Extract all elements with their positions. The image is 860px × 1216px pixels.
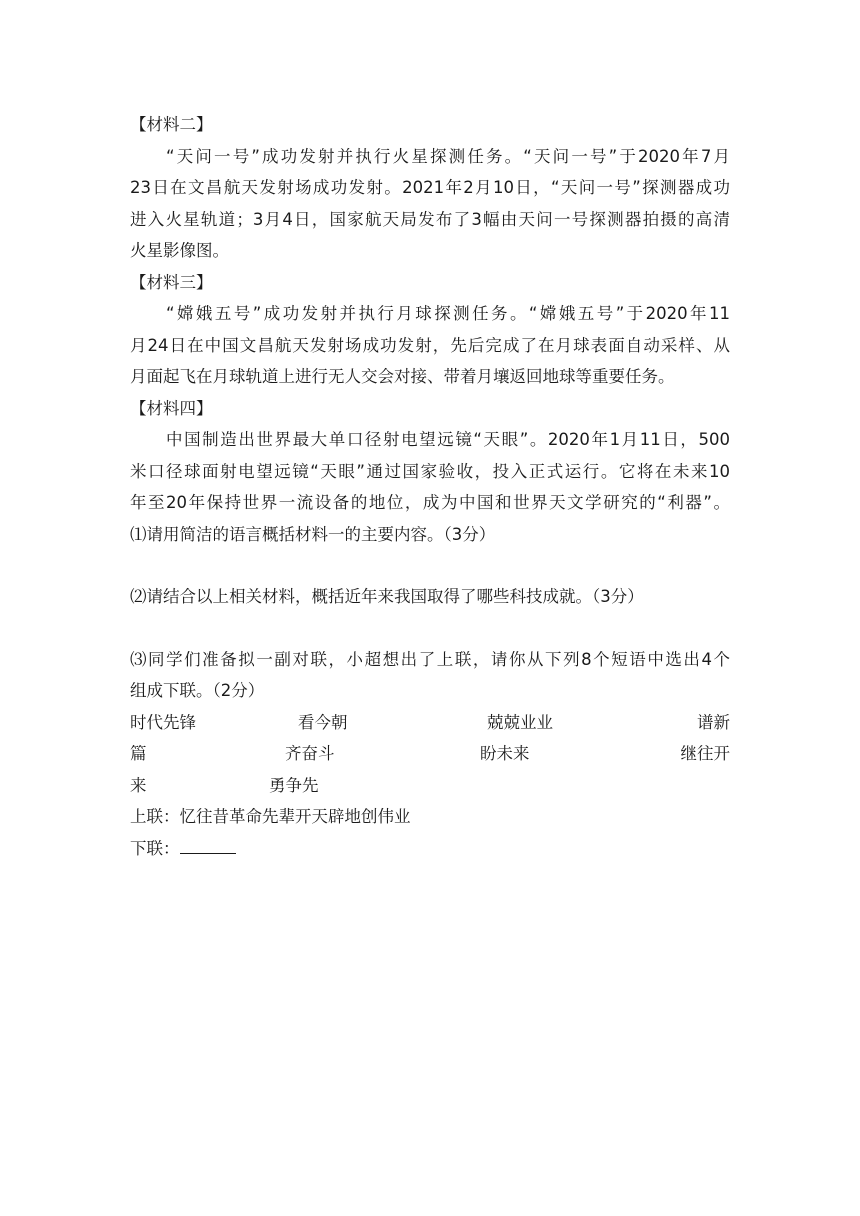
document-page [130, 109, 730, 864]
phrase-row-1 [130, 707, 730, 739]
phrase-option: 篇 [130, 744, 147, 763]
phrase-option: 盼未来 [480, 744, 530, 763]
phrase-option: 齐奋斗 [285, 744, 335, 763]
question-2: ⑵请结合以上相关材料，概括近年来我国取得了哪些科技成就。（3分） [130, 587, 644, 606]
phrase-option: 时代先锋 [130, 712, 196, 732]
phrase-row-3 [130, 770, 730, 802]
lower-couplet-label: 下联： [130, 838, 180, 858]
phrase-option: 来 [130, 775, 147, 795]
phrase-row-2 [130, 738, 730, 770]
phrase-option: 看今朝 [298, 712, 348, 732]
material-3-heading: 【材料三】 [130, 272, 213, 292]
upper-couplet: 上联：忆往昔革命先辈开天辟地创伟业 [130, 807, 411, 826]
material-2-heading: 【材料二】 [130, 115, 213, 134]
material-4-line-2: 米口径球面射电望远镜“天眼”通过国家验收，投入正式运行。它将在未来10 [130, 461, 730, 481]
phrase-option: 兢兢业业 [487, 712, 553, 732]
question-3-line-1: ⑶同学们准备拟一副对联，小超想出了上联，请你从下列8个短语中选出4个 [130, 649, 730, 669]
material-3-line-3: 月面起飞在月球轨道上进行无人交会对接、带着月壤返回地球等重要任务。 [130, 367, 675, 386]
question-1: ⑴请用简洁的语言概括材料一的主要内容。（3分） [130, 524, 496, 544]
answer-blank[interactable] [180, 835, 236, 854]
question-3-line-2: 组成下联。（2分） [130, 681, 265, 700]
material-3-line-1: “嫦娥五号”成功发射并执行月球探测任务。“嫦娥五号”于2020年11 [166, 304, 730, 323]
answer-space-1[interactable] [130, 550, 730, 581]
phrase-option: 谱新 [697, 712, 730, 732]
material-4-line-1: 中国制造出世界最大单口径射电望远镜“天眼”。2020年1月11日，500 [166, 430, 730, 449]
material-2-line-4: 火星影像图。 [130, 241, 229, 260]
material-2-line-1: “天问一号”成功发射并执行火星探测任务。“天问一号”于2020年7月 [166, 146, 730, 166]
material-3-line-2: 月24日在中国文昌航天发射场成功发射，先后完成了在月球表面自动采样、从 [130, 335, 730, 355]
lower-couplet [130, 833, 730, 865]
material-2-line-2: 23日在文昌航天发射场成功发射。2021年2月10日，“天问一号”探测器成功 [130, 178, 730, 197]
phrase-option: 勇争先 [269, 775, 319, 795]
answer-space-2[interactable] [130, 613, 730, 644]
phrase-option: 继往开 [680, 744, 730, 763]
material-2-line-3: 进入火星轨道；3月4日，国家航天局发布了3幅由天问一号探测器拍摄的高清 [130, 209, 730, 229]
material-4-line-3: 年至20年保持世界一流设备的地位，成为中国和世界天文学研究的“利器”。 [130, 493, 730, 512]
material-4-heading: 【材料四】 [130, 398, 213, 418]
